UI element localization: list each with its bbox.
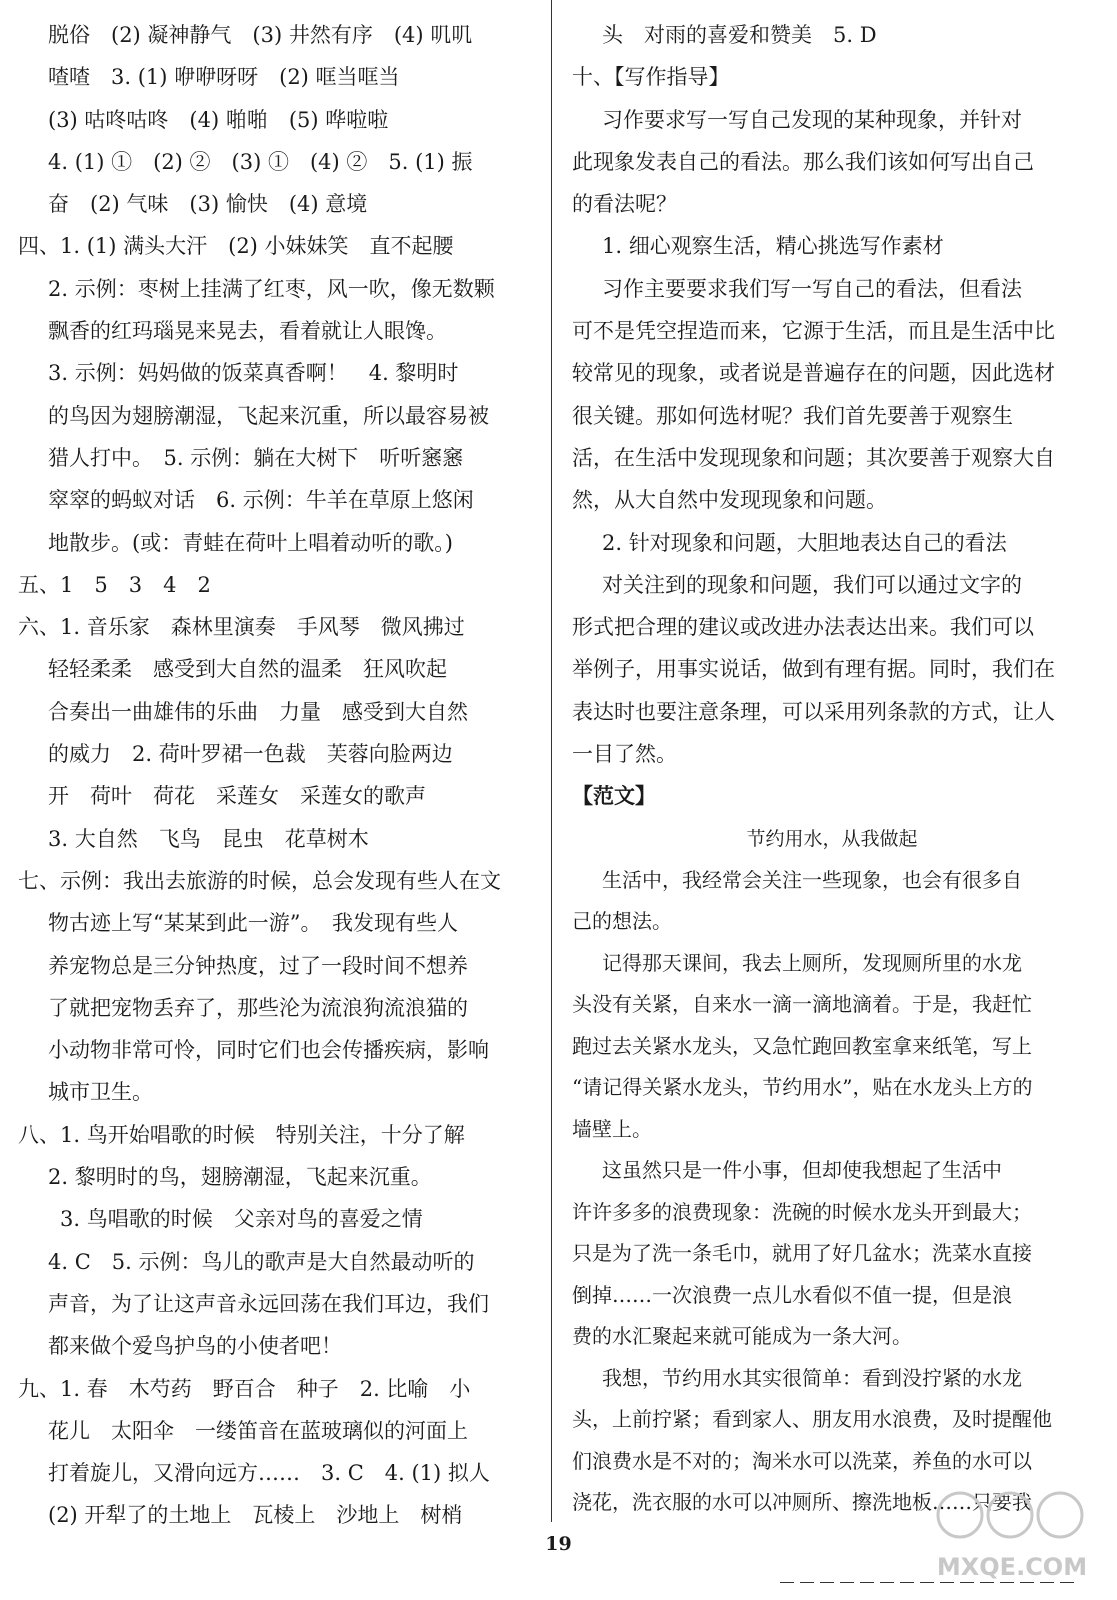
right-column-line: 许许多多的浪费现象：洗碗的时候水龙头开到最大； xyxy=(572,1199,1032,1224)
watermark-logo xyxy=(930,1480,1095,1590)
left-column-line: (2) 开犁了的土地上 瓦棱上 沙地上 树梢 xyxy=(48,1503,463,1528)
right-column-line: 头没有关紧，自来水一滴一滴地滴着。于是，我赶忙 xyxy=(572,992,1032,1017)
left-column-line: 喳喳 3. (1) 咿咿呀呀 (2) 哐当哐当 xyxy=(48,65,400,90)
right-column-line: 生活中，我经常会关注一些现象，也会有很多自 xyxy=(602,867,1022,892)
left-column-line: 养宠物总是三分钟热度，过了一段时间不想养 xyxy=(48,953,468,978)
left-column xyxy=(18,14,530,1537)
right-column-line: 2. 针对现象和问题，大胆地表达自己的看法 xyxy=(602,530,1007,555)
right-column-line: 对关注到的现象和问题，我们可以通过文字的 xyxy=(602,572,1022,597)
left-column-line: 七、示例：我出去旅游的时候，总会发现有些人在文 xyxy=(18,868,501,893)
left-column-line: 3. 大自然 飞鸟 昆虫 花草树木 xyxy=(48,826,369,851)
left-column-line: 3. 鸟唱歌的时候 父亲对鸟的喜爱之情 xyxy=(60,1207,423,1232)
left-column-line: 九、1. 春 木芍药 野百合 种子 2. 比喻 小 xyxy=(18,1376,471,1401)
left-column-line: (3) 咕咚咕咚 (4) 啪啪 (5) 哗啦啦 xyxy=(48,107,389,132)
right-column-line: 己的想法。 xyxy=(572,909,672,934)
left-column-line: 四、1. (1) 满头大汗 (2) 小妹妹笑 直不起腰 xyxy=(18,234,454,259)
right-column-line: 记得那天课间，我去上厕所，发现厕所里的水龙 xyxy=(602,950,1022,975)
right-column-line: “请记得关紧水龙头，节约用水”，贴在水龙头上方的 xyxy=(572,1075,1033,1100)
left-column-line: 3. 示例：妈妈做的饭菜真香啊！ 4. 黎明时 xyxy=(48,361,459,386)
right-column-line: 较常见的现象，或者说是普遍存在的问题，因此选材 xyxy=(572,361,1055,386)
right-column-line: 墙壁上。 xyxy=(572,1116,652,1141)
right-column-line: 很关键。那如何选材呢？我们首先要善于观察生 xyxy=(572,403,1013,428)
right-column-line: 习作要求写一写自己发现的某种现象，并针对 xyxy=(602,107,1022,132)
left-column-line: 五、1 5 3 4 2 xyxy=(18,572,211,597)
left-column-line: 飘香的红玛瑙晃来晃去，看着就让人眼馋。 xyxy=(48,319,447,344)
right-column-line: 十、【写作指导】 xyxy=(572,65,730,90)
left-column-line: 合奏出一曲雄伟的乐曲 力量 感受到大自然 xyxy=(48,699,468,724)
left-column-line: 4. (1) ① (2) ② (3) ① (4) ② 5. (1) 振 xyxy=(48,149,473,174)
left-column-line: 打着旋儿，又滑向远方…… 3. C 4. (1) 拟人 xyxy=(48,1461,490,1486)
left-column-line: 窣窣的蚂蚁对话 6. 示例：牛羊在草原上悠闲 xyxy=(48,488,474,513)
left-column-line: 的威力 2. 荷叶罗裙一色裁 芙蓉向脸两边 xyxy=(48,742,453,767)
left-column-line: 物古迹上写“某某到此一游”。 我发现有些人 xyxy=(48,911,458,936)
watermark-text: MXQE.COM xyxy=(936,1553,1088,1581)
left-column-line: 都来做个爱鸟护鸟的小使者吧！ xyxy=(48,1334,342,1359)
right-column-line: 倒掉……一次浪费一点儿水看似不值一提，但是浪 xyxy=(572,1282,1012,1307)
left-column-line: 2. 示例：枣树上挂满了红枣，风一吹，像无数颗 xyxy=(48,276,495,301)
left-column-line: 奋 (2) 气味 (3) 愉快 (4) 意境 xyxy=(48,192,368,217)
left-column-line: 小动物非常可怜，同时它们也会传播疾病，影响 xyxy=(48,1038,489,1063)
right-column-line: 表达时也要注意条理，可以采用列条款的方式，让人 xyxy=(572,699,1055,724)
right-column-line: 一目了然。 xyxy=(572,742,677,767)
right-column xyxy=(572,14,1092,1524)
left-column-line: 地散步。(或：青蛙在荷叶上唱着动听的歌。) xyxy=(48,530,453,555)
right-column-line: 只是为了洗一条毛巾，就用了好几盆水；洗菜水直接 xyxy=(572,1241,1032,1266)
left-column-line: 的鸟因为翅膀潮湿，飞起来沉重，所以最容易被 xyxy=(48,403,489,428)
left-column-line: 花儿 太阳伞 一缕笛音在蓝玻璃似的河面上 xyxy=(48,1418,468,1443)
right-column-line: 费的水汇聚起来就可能成为一条大河。 xyxy=(572,1324,912,1349)
right-column-line: 浇花，洗衣服的水可以冲厕所、擦洗地板……只要我 xyxy=(572,1490,1032,1515)
right-column-line: 活，在生活中发现现象和问题；其次要善于观察大自 xyxy=(572,445,1055,470)
right-column-line: 形式把合理的建议或改进办法表达出来。我们可以 xyxy=(572,615,1034,640)
left-column-line: 声音，为了让这声音永远回荡在我们耳边，我们 xyxy=(48,1291,489,1316)
right-column-line: 节约用水，从我做起 xyxy=(746,827,918,850)
left-column-line: 4. C 5. 示例：鸟儿的歌声是大自然最动听的 xyxy=(48,1249,475,1274)
right-column-line: 跑过去关紧水龙头，又急忙跑回教室拿来纸笔，写上 xyxy=(572,1033,1032,1058)
left-column-line: 八、1. 鸟开始唱歌的时候 特别关注，十分了解 xyxy=(18,1122,465,1147)
right-column-line: 我想，节约用水其实很简单：看到没拧紧的水龙 xyxy=(602,1365,1022,1390)
left-column-line: 六、1. 音乐家 森林里演奏 手风琴 微风拂过 xyxy=(18,615,465,640)
left-column-line: 脱俗 (2) 凝神静气 (3) 井然有序 (4) 叽叽 xyxy=(48,23,473,47)
left-column-line: 开 荷叶 荷花 采莲女 采莲女的歌声 xyxy=(48,784,426,809)
right-column-line: 此现象发表自己的看法。那么我们该如何写出自己 xyxy=(572,149,1034,174)
right-column-line: 可不是凭空捏造而来，它源于生活，而且是生活中比 xyxy=(572,319,1055,344)
left-column-line: 2. 黎明时的鸟，翅膀潮湿，飞起来沉重。 xyxy=(48,1165,432,1190)
right-column-line: 【范文】 xyxy=(572,783,656,809)
left-column-line: 轻轻柔柔 感受到大自然的温柔 狂风吹起 xyxy=(48,657,447,682)
left-column-line: 城市卫生。 xyxy=(48,1080,153,1105)
right-column-line: 的看法呢？ xyxy=(572,192,677,217)
right-column-line: 然，从大自然中发现现象和问题。 xyxy=(572,488,887,513)
left-column-line: 了就把宠物丢弃了，那些沦为流浪狗流浪猫的 xyxy=(48,995,468,1020)
right-column-line: 头，上前拧紧；看到家人、朋友用水浪费，及时提醒他 xyxy=(572,1407,1052,1432)
right-column-line: 这虽然只是一件小事，但却使我想起了生活中 xyxy=(602,1158,1002,1183)
page-number: 19 xyxy=(545,1533,572,1555)
right-column-line: 举例子，用事实说话，做到有理有据。同时，我们在 xyxy=(572,657,1055,682)
right-column-line: 头 对雨的喜爱和赞美 5. D xyxy=(602,23,877,47)
column-divider xyxy=(551,0,552,1522)
right-column-line: 们浪费水是不对的；淘米水可以洗菜，养鱼的水可以 xyxy=(572,1448,1032,1473)
left-column-line: 猎人打中。 5. 示例：躺在大树下 听听窸窸 xyxy=(48,445,464,470)
right-column-line: 1. 细心观察生活，精心挑选写作素材 xyxy=(602,234,944,259)
right-column-line: 习作主要要求我们写一写自己的看法，但看法 xyxy=(602,276,1022,301)
